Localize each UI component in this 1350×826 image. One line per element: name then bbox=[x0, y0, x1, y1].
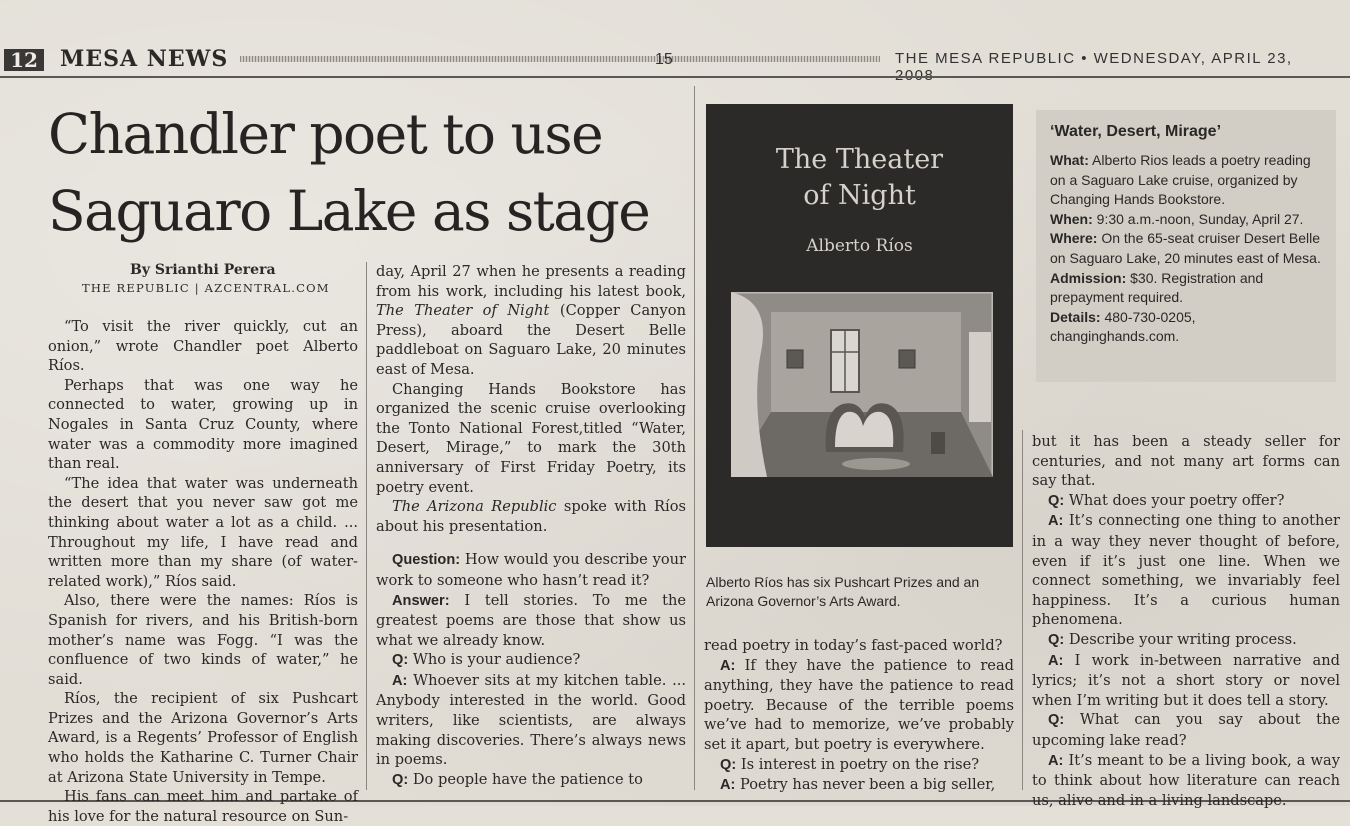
cover-title-line-2: of Night bbox=[803, 180, 916, 211]
qa-text: Whoever sits at my kitchen table. ... Anybody interested in the world. Good writers, like scientists, are always making discoveries. There’s always news in poems. bbox=[376, 671, 686, 769]
text-run: (Copper Canyon Press), aboard the Desert Belle paddleboat on Saguaro Lake, 20 minutes east of Mesa. bbox=[376, 302, 686, 378]
book-cover-author: Alberto Ríos bbox=[806, 236, 913, 256]
section-page-box: 12 bbox=[4, 49, 44, 71]
info-label: What: bbox=[1050, 152, 1089, 168]
qa-text: I tell stories. To me the greatest poems are those that show us what we already know. bbox=[376, 591, 686, 649]
info-where bbox=[1050, 229, 1325, 268]
info-text: $30. Registration and prepayment required. bbox=[1050, 269, 1264, 306]
paragraph: “To visit the river quickly, cut an onion,” wrote Chandler poet Alberto Ríos. bbox=[48, 318, 358, 375]
newspaper-name: The Arizona Republic bbox=[392, 498, 557, 516]
cover-room-illustration bbox=[731, 292, 993, 477]
paragraph: read poetry in today’s fast-paced world? bbox=[704, 637, 1003, 654]
qa-answer bbox=[376, 671, 686, 770]
qa-text: If they have the patience to read anything, they have the patience to read poetry. Because of the terrible poems we’ve had to memorize, we’ve probably set it apart, but poetry is everywhere. bbox=[704, 656, 1014, 753]
photo-caption: Alberto Ríos has six Pushcart Prizes and an Arizona Governor’s Arts Award. bbox=[706, 574, 980, 609]
qa-answer bbox=[1032, 511, 1340, 630]
paragraph: but it has been a steady seller for centuries, and not many art forms can say that. bbox=[1032, 433, 1340, 490]
credit-line: THE REPUBLIC | AZCENTRAL.COM bbox=[82, 281, 330, 295]
paragraph: Also, there were the names: Ríos is Spanish for rivers, and his British-born mother’s name was Fogg. “I was the confluence of two kinds of water,” he said. bbox=[48, 592, 358, 688]
info-label: Details: bbox=[1050, 308, 1101, 325]
article-column-1 bbox=[48, 317, 358, 826]
qa-question bbox=[704, 755, 1014, 776]
article-column-4 bbox=[1032, 432, 1340, 810]
qa-label: Q: bbox=[392, 771, 409, 788]
qa-label: Q: bbox=[720, 756, 737, 773]
column-divider bbox=[366, 262, 367, 790]
column-divider bbox=[694, 86, 695, 790]
qa-label: A: bbox=[392, 672, 408, 689]
page-number: 15 bbox=[655, 51, 673, 68]
paragraph: Ríos, the recipient of six Pushcart Prizes and the Arizona Governor’s Arts Award, is a Regents’ Professor of English who holds the Katharine C. Turner Chair at Arizona State University in Tempe. bbox=[48, 690, 358, 786]
info-admission bbox=[1050, 269, 1325, 308]
qa-text: Describe your writing process. bbox=[1064, 630, 1297, 648]
qa-text: Poetry has never been a big seller, bbox=[735, 776, 996, 794]
info-details bbox=[1050, 308, 1325, 347]
qa-text: How would you describe your work to someone who hasn’t read it? bbox=[376, 551, 686, 589]
qa-text: Do people have the patience to bbox=[408, 770, 643, 788]
qa-label: Q: bbox=[1048, 492, 1065, 509]
info-text: 480-730-0205, changinghands.com. bbox=[1050, 308, 1196, 345]
qa-question bbox=[1032, 710, 1340, 750]
qa-label: Q: bbox=[1048, 631, 1065, 648]
paragraph: Changing Hands Bookstore has organized the scenic cruise overlooking the Tonto National Forest,titled “Water, Desert, Mirage,” to mark the 30th anniversary of First Friday Poetry, its poetry event. bbox=[376, 380, 686, 496]
info-when bbox=[1050, 210, 1325, 230]
byline: By Srianthi Perera bbox=[130, 262, 276, 278]
qa-label: A: bbox=[1048, 652, 1064, 669]
info-text: Alberto Rios leads a poetry reading on a Saguaro Lake cruise, organized by Changing Hands Bookstore. bbox=[1050, 152, 1311, 208]
info-what bbox=[1050, 151, 1325, 210]
qa-answer bbox=[1032, 751, 1340, 811]
qa-text: What can you say about the upcoming lake read? bbox=[1032, 711, 1340, 749]
qa-text: Who is your audience? bbox=[408, 651, 581, 669]
paragraph bbox=[376, 497, 686, 536]
book-title: The Theater of Night bbox=[376, 302, 550, 320]
qa-label: A: bbox=[720, 777, 736, 794]
qa-text: It’s connecting one thing to another in a way they never thought of before, even if it’s just one line. When we connect something, we invariably feel happiness. It’s a curious human phenomena. bbox=[1032, 512, 1340, 629]
info-label: When: bbox=[1050, 210, 1093, 227]
qa-question bbox=[376, 650, 686, 671]
cover-title-line-1: The Theater bbox=[775, 144, 944, 175]
qa-text: I work in-between narrative and lyrics; it’s not a short story or novel when I’m writing but it does tell a story. bbox=[1032, 651, 1340, 709]
paragraph: “The idea that water was underneath the desert that you never saw got me thinking about water a lot as a child. ... Throughout my life, I have read and written more than my share (of water-related work),” Ríos said. bbox=[48, 474, 358, 590]
qa-answer bbox=[1032, 651, 1340, 711]
qa-answer bbox=[704, 775, 1014, 796]
info-box-title: ‘Water, Desert, Mirage’ bbox=[1050, 123, 1222, 140]
book-cover-image bbox=[706, 104, 1013, 547]
qa-label: Q: bbox=[1048, 712, 1065, 729]
text-run: spoke with Ríos about his presentation. bbox=[376, 498, 686, 535]
section-name: MESA NEWS bbox=[60, 46, 229, 72]
paragraph: His fans can meet him and partake of his love for the natural resource on Sun- bbox=[48, 788, 358, 825]
header-rule bbox=[240, 56, 880, 62]
top-rule bbox=[0, 76, 1350, 78]
qa-label: A: bbox=[1048, 752, 1064, 769]
info-label: Admission: bbox=[1050, 269, 1127, 286]
qa-text: Is interest in poetry on the rise? bbox=[736, 755, 980, 773]
column-divider bbox=[1022, 430, 1023, 790]
headline-line-2: Saguaro Lake as stage bbox=[48, 179, 650, 243]
info-text: 9:30 a.m.-noon, Sunday, April 27. bbox=[1092, 210, 1304, 227]
qa-label: Answer: bbox=[392, 592, 450, 609]
qa-label: A: bbox=[1048, 513, 1064, 530]
qa-question bbox=[376, 550, 686, 590]
headline-line-1: Chandler poet to use bbox=[48, 102, 603, 166]
qa-question bbox=[376, 770, 686, 791]
book-cover-title bbox=[706, 142, 1013, 214]
info-box-body bbox=[1050, 151, 1325, 347]
qa-text: It’s meant to be a living book, a way to think about how literature can reach us, alive and in a living landscape. bbox=[1032, 751, 1340, 809]
qa-label: Q: bbox=[392, 652, 409, 669]
article-column-3 bbox=[704, 636, 1014, 796]
headline bbox=[48, 96, 688, 250]
qa-text: What does your poetry offer? bbox=[1064, 491, 1285, 509]
qa-answer bbox=[704, 656, 1014, 755]
qa-question bbox=[1032, 491, 1340, 512]
info-label: Where: bbox=[1050, 230, 1098, 247]
paragraph: Perhaps that was one way he connected to water, growing up in Nogales in Santa Cruz County, where water was a commodity more imagined than real. bbox=[48, 376, 358, 473]
masthead: THE MESA REPUBLIC • WEDNESDAY, APRIL 23, bbox=[895, 50, 1293, 67]
info-text: On the 65-seat cruiser Desert Belle on Saguaro Lake, 20 minutes east of Mesa. bbox=[1050, 230, 1321, 266]
article-column-2 bbox=[376, 262, 686, 790]
paragraph bbox=[376, 262, 686, 380]
qa-answer bbox=[376, 591, 686, 651]
qa-question bbox=[1032, 630, 1340, 651]
qa-label: Question: bbox=[392, 552, 461, 569]
qa-label: A: bbox=[720, 657, 736, 674]
text-run: day, April 27 when he presents a reading from his work, including his latest book, bbox=[376, 263, 686, 300]
